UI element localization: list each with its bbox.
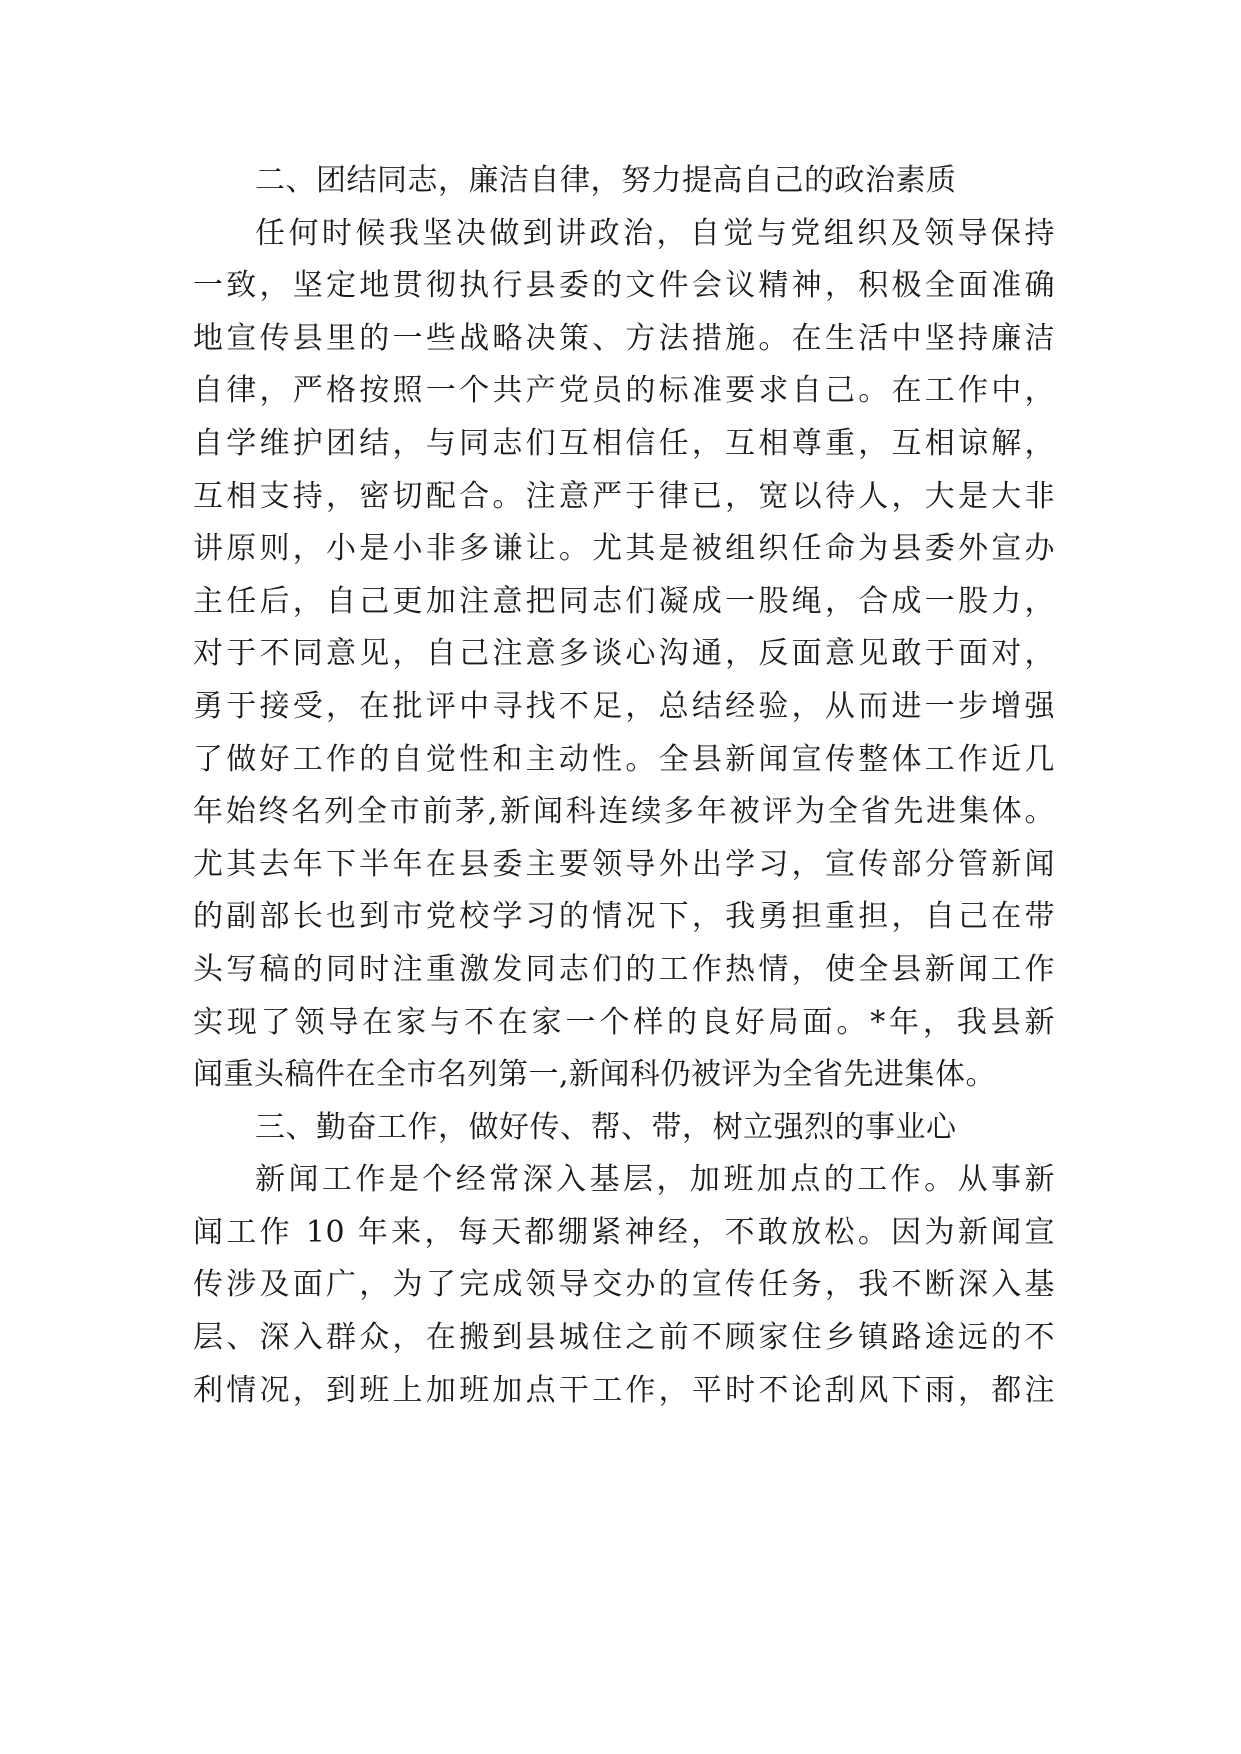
text-line: 传涉及面广，为了完成领导交办的宣传任务，我不断深入基 [193, 1267, 1055, 1303]
section-paragraph-2 [193, 208, 1055, 1102]
text-line: 主任后，自己更加注意把同志们凝成一股绳，合成一股力， [193, 583, 1055, 619]
text-line: 互相支持，密切配合。注意严于律已，宽以待人，大是大非 [193, 478, 1055, 514]
document-body [193, 155, 1055, 1417]
section-heading-2: 二、团结同志，廉洁自律，努力提高自己的政治素质 [255, 163, 957, 198]
section-paragraph-3 [193, 1154, 1055, 1417]
text-line: 新闻工作是个经常深入基层，加班加点的工作。从事新 [255, 1162, 1055, 1198]
text-line: 的副部长也到市党校学习的情况下，我勇担重担，自己在带 [193, 899, 1055, 935]
text-line: 年始终名列全市前茅,新闻科连续多年被评为全省先进集体。 [193, 794, 1055, 830]
text-line: 头写稿的同时注重激发同志们的工作热情，使全县新闻工作 [193, 951, 1055, 987]
text-line: 尤其去年下半年在县委主要领导外出学习，宣传部分管新闻 [193, 846, 1055, 882]
text-line: 实现了领导在家与不在家一个样的良好局面。*年，我县新 [193, 1004, 1055, 1040]
text-line: 勇于接受，在批评中寻找不足，总结经验，从而进一步增强 [193, 688, 1055, 724]
text-line: 自律，严格按照一个共产党员的标准要求自己。在工作中， [193, 373, 1055, 409]
text-line: 利情况，到班上加班加点干工作，平时不论刮风下雨，都注 [193, 1372, 1055, 1408]
text-line: 讲原则，小是小非多谦让。尤其是被组织任命为县委外宣办 [193, 531, 1055, 567]
text-line: 闻重头稿件在全市名列第一,新闻科仍被评为全省先进集体。 [193, 1057, 997, 1093]
section-heading-3: 三、勤奋工作，做好传、帮、带，树立强烈的事业心 [255, 1109, 957, 1145]
text-line: 任何时候我坚决做到讲政治，自觉与党组织及领导保持 [255, 215, 1055, 251]
text-line: 闻工作 10 年来，每天都绷紧神经，不敢放松。因为新闻宣 [193, 1214, 1055, 1250]
text-line: 层、深入群众，在搬到县城住之前不顾家住乡镇路途远的不 [193, 1320, 1055, 1356]
text-line: 对于不同意见，自己注意多谈心沟通，反面意见敢于面对， [193, 636, 1055, 672]
text-line: 自学维护团结，与同志们互相信任，互相尊重，互相谅解， [193, 425, 1055, 461]
text-line: 了做好工作的自觉性和主动性。全县新闻宣传整体工作近几 [193, 741, 1055, 777]
text-line: 一致，坚定地贯彻执行县委的文件会议精神，积极全面准确 [193, 268, 1055, 304]
text-line: 地宣传县里的一些战略决策、方法措施。在生活中坚持廉洁 [193, 320, 1055, 356]
